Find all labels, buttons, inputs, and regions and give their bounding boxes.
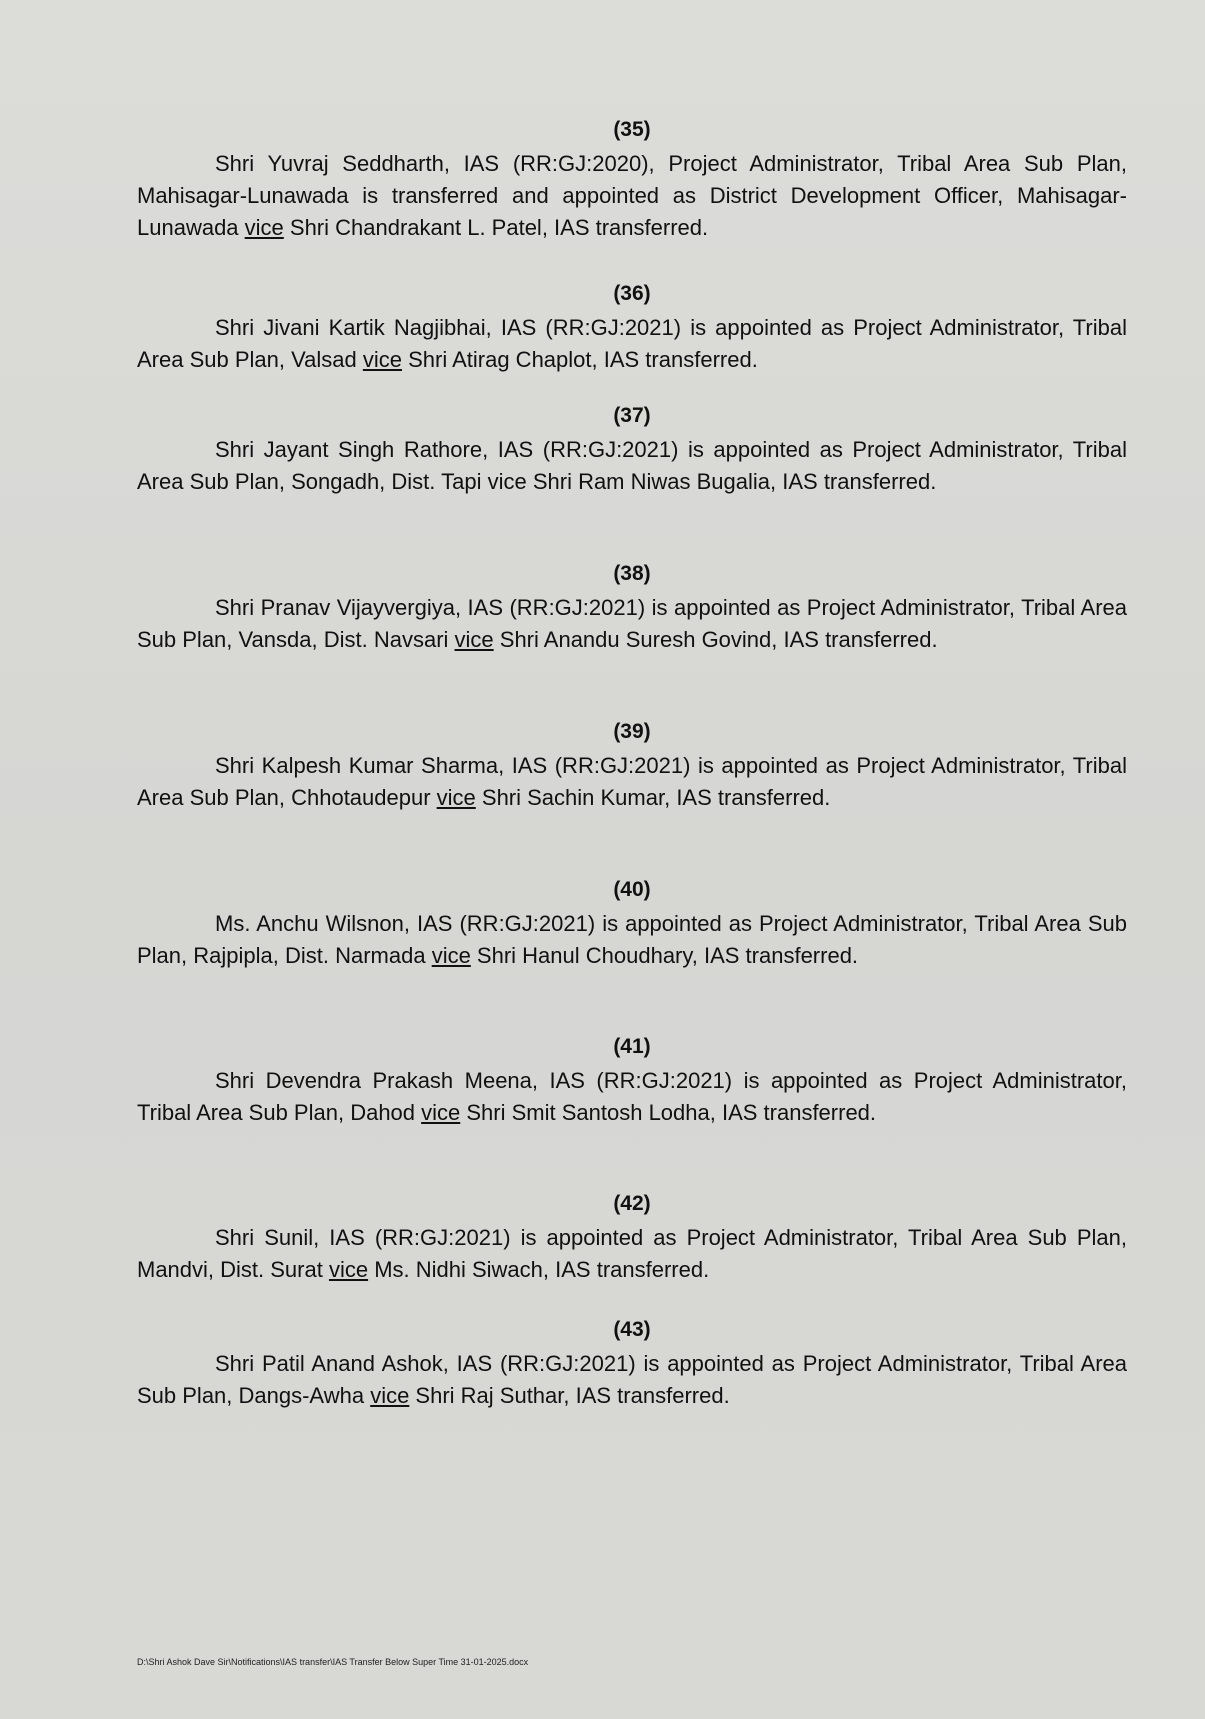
entry-number: (38) — [613, 562, 651, 585]
entry-43 — [137, 1318, 1127, 1412]
vice-underlined: vice — [454, 627, 494, 652]
entry-text-post: Shri Raj Suthar, IAS transferred. — [409, 1383, 730, 1408]
vice-underlined: vice — [328, 1257, 369, 1282]
entry-text — [137, 1065, 1127, 1129]
entry-text — [137, 750, 1127, 814]
entry-number: (36) — [613, 282, 651, 305]
entry-text-pre: Shri Devendra Prakash Meena, IAS (RR:GJ:2021) is appointed as Project Administrator, Tribal Area Sub Plan, Dahod — [137, 1068, 1127, 1125]
vice-underlined: vice — [244, 215, 284, 240]
entry-text-pre: Shri Pranav Vijayvergiya, IAS (RR:GJ:2021) is appointed as Project Administrator, Tribal Area Sub Plan, Vansda, Dist. Navsari — [137, 595, 1127, 652]
entry-text-post: Shri Chandrakant L. Patel, IAS transferred. — [283, 215, 709, 240]
entry-text-pre: Shri Jayant Singh Rathore, IAS (RR:GJ:2021) is appointed as Project Administrator, Tribal Area Sub Plan, Songadh, Dist. Tapi vice Shri Ram Niwas Bugalia, IAS transferred. — [137, 437, 1127, 494]
vice-underlined: vice — [431, 943, 471, 968]
entry-number: (39) — [613, 720, 651, 743]
entry-41 — [137, 1035, 1127, 1129]
entry-text-post: Ms. Nidhi Siwach, IAS transferred. — [368, 1257, 710, 1282]
entry-text-post: Shri Smit Santosh Lodha, IAS transferred. — [460, 1100, 877, 1125]
footer-file-path: D:\Shri Ashok Dave Sir\Notifications\IAS transfer\IAS Transfer Below Super Time 31-01-2025.docx — [137, 1657, 529, 1667]
entry-37 — [137, 404, 1127, 498]
entry-text — [137, 1348, 1127, 1412]
vice-underlined: vice — [362, 347, 402, 372]
entry-text — [137, 312, 1127, 376]
entry-number: (42) — [613, 1192, 651, 1215]
entry-42 — [137, 1192, 1127, 1286]
entry-text-pre: Shri Sunil, IAS (RR:GJ:2021) is appointed as Project Administrator, Tribal Area Sub Plan, Mandvi, Dist. Surat — [137, 1225, 1127, 1282]
entry-text — [137, 148, 1127, 244]
entry-text-post: Shri Hanul Choudhary, IAS transferred. — [470, 943, 859, 968]
entry-39 — [137, 720, 1127, 814]
entry-text-pre: Shri Jivani Kartik Nagjibhai, IAS (RR:GJ:2021) is appointed as Project Administrator, Tribal Area Sub Plan, Valsad — [137, 315, 1127, 372]
entry-number: (43) — [613, 1318, 651, 1341]
entry-text-post: Shri Anandu Suresh Govind, IAS transferred. — [493, 627, 938, 652]
entry-36 — [137, 282, 1127, 376]
entry-text — [137, 434, 1127, 498]
entry-text-post: Shri Atirag Chaplot, IAS transferred. — [401, 347, 758, 372]
entry-text-pre: Shri Yuvraj Seddharth, IAS (RR:GJ:2020), Project Administrator, Tribal Area Sub Plan, Mahisagar-Lunawada is transferred and appointed as District Development Officer, Mahisagar-Lunawada — [137, 151, 1127, 240]
entry-text-pre: Ms. Anchu Wilsnon, IAS (RR:GJ:2021) is appointed as Project Administrator, Tribal Area Sub Plan, Rajpipla, Dist. Narmada — [137, 911, 1127, 968]
entry-text — [137, 592, 1127, 656]
entry-text-pre: Shri Patil Anand Ashok, IAS (RR:GJ:2021) is appointed as Project Administrator, Tribal Area Sub Plan, Dangs-Awha — [137, 1351, 1127, 1408]
entry-40 — [137, 878, 1127, 972]
entry-number: (40) — [613, 878, 651, 901]
entry-number: (35) — [613, 118, 651, 141]
entry-35 — [137, 118, 1127, 244]
entry-number: (37) — [613, 404, 651, 427]
vice-underlined: vice — [421, 1100, 461, 1125]
entry-text-post: Shri Sachin Kumar, IAS transferred. — [475, 785, 831, 810]
entry-text-pre: Shri Kalpesh Kumar Sharma, IAS (RR:GJ:2021) is appointed as Project Administrator, Tribal Area Sub Plan, Chhotaudepur — [137, 753, 1127, 810]
entry-text — [137, 1222, 1127, 1286]
vice-underlined: vice — [436, 785, 476, 810]
vice-underlined: vice — [370, 1383, 410, 1408]
entry-38 — [137, 562, 1127, 656]
entry-text — [137, 908, 1127, 972]
entry-number: (41) — [613, 1035, 651, 1058]
